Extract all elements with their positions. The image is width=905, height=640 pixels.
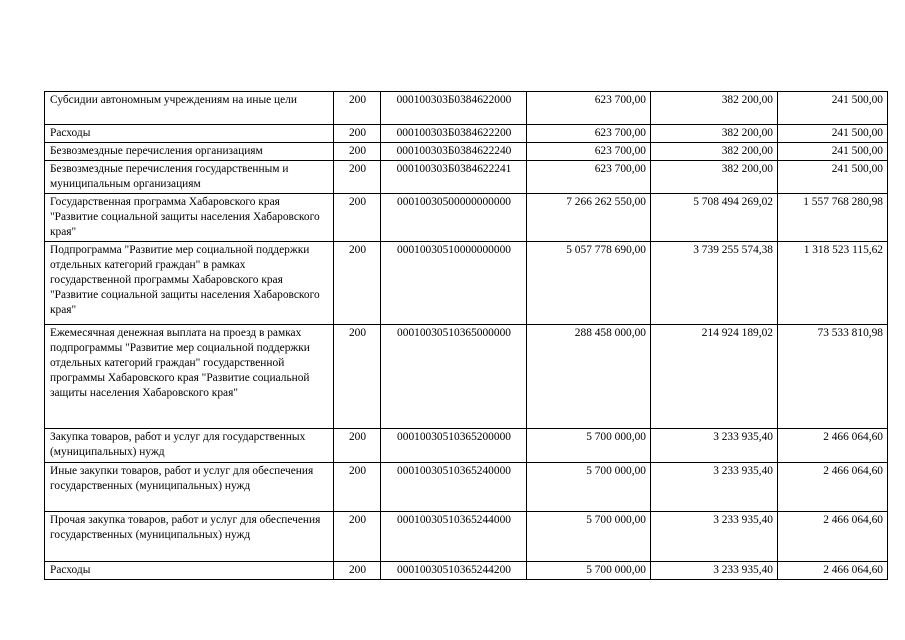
row-kbk: 000100303Б0384622000 — [381, 92, 527, 125]
table-row — [45, 463, 888, 512]
row-approved: 623 700,00 — [527, 125, 651, 143]
budget-execution-table — [44, 91, 888, 580]
row-name: Безвозмездные перечисления организациям — [45, 143, 334, 161]
row-name: Подпрограмма "Развитие мер социальной поддержки отдельных категорий граждан" в рамках государственной программы Хабаровского края "Развитие социальной защиты населения Хабаровского края" — [45, 242, 334, 325]
row-approved: 5 700 000,00 — [527, 562, 651, 580]
row-executed: 214 924 189,02 — [651, 325, 778, 429]
row-approved: 623 700,00 — [527, 161, 651, 194]
row-code: 200 — [334, 512, 381, 562]
table-row — [45, 143, 888, 161]
row-name: Субсидии автономным учреждениям на иные цели — [45, 92, 334, 125]
row-kbk: 00010030510000000000 — [381, 242, 527, 325]
row-code: 200 — [334, 242, 381, 325]
row-code: 200 — [334, 161, 381, 194]
row-kbk: 000100303Б0384622200 — [381, 125, 527, 143]
row-executed: 382 200,00 — [651, 143, 778, 161]
row-executed: 382 200,00 — [651, 161, 778, 194]
row-remaining: 241 500,00 — [778, 92, 888, 125]
row-remaining: 1 557 768 280,98 — [778, 194, 888, 242]
row-name: Иные закупки товаров, работ и услуг для обеспечения государственных (муниципальных) нужд — [45, 463, 334, 512]
row-executed: 3 233 935,40 — [651, 512, 778, 562]
row-kbk: 00010030510365000000 — [381, 325, 527, 429]
row-approved: 5 057 778 690,00 — [527, 242, 651, 325]
row-remaining: 1 318 523 115,62 — [778, 242, 888, 325]
row-approved: 623 700,00 — [527, 143, 651, 161]
row-remaining: 2 466 064,60 — [778, 429, 888, 463]
row-name: Закупка товаров, работ и услуг для государственных (муниципальных) нужд — [45, 429, 334, 463]
row-remaining: 241 500,00 — [778, 125, 888, 143]
row-code: 200 — [334, 92, 381, 125]
row-remaining: 2 466 064,60 — [778, 512, 888, 562]
row-kbk: 00010030510365200000 — [381, 429, 527, 463]
row-code: 200 — [334, 194, 381, 242]
row-kbk: 000100303Б0384622241 — [381, 161, 527, 194]
row-remaining: 241 500,00 — [778, 143, 888, 161]
row-name: Расходы — [45, 562, 334, 580]
row-kbk: 000100303Б0384622240 — [381, 143, 527, 161]
row-approved: 5 700 000,00 — [527, 463, 651, 512]
row-name: Расходы — [45, 125, 334, 143]
row-executed: 382 200,00 — [651, 92, 778, 125]
row-code: 200 — [334, 325, 381, 429]
row-kbk: 00010030510365244200 — [381, 562, 527, 580]
row-approved: 5 700 000,00 — [527, 512, 651, 562]
row-remaining: 2 466 064,60 — [778, 562, 888, 580]
row-remaining: 2 466 064,60 — [778, 463, 888, 512]
row-code: 200 — [334, 143, 381, 161]
row-kbk: 00010030500000000000 — [381, 194, 527, 242]
row-code: 200 — [334, 463, 381, 512]
row-name: Прочая закупка товаров, работ и услуг для обеспечения государственных (муниципальных) нужд — [45, 512, 334, 562]
table-row — [45, 512, 888, 562]
table-row — [45, 194, 888, 242]
row-executed: 3 233 935,40 — [651, 429, 778, 463]
row-kbk: 00010030510365240000 — [381, 463, 527, 512]
row-executed: 3 739 255 574,38 — [651, 242, 778, 325]
table-row — [45, 242, 888, 325]
row-kbk: 00010030510365244000 — [381, 512, 527, 562]
table-row — [45, 161, 888, 194]
table-row — [45, 125, 888, 143]
row-code: 200 — [334, 125, 381, 143]
row-executed: 5 708 494 269,02 — [651, 194, 778, 242]
row-executed: 3 233 935,40 — [651, 463, 778, 512]
row-executed: 3 233 935,40 — [651, 562, 778, 580]
row-code: 200 — [334, 429, 381, 463]
table-row — [45, 562, 888, 580]
row-approved: 5 700 000,00 — [527, 429, 651, 463]
table-row — [45, 429, 888, 463]
table-row — [45, 92, 888, 125]
row-remaining: 241 500,00 — [778, 161, 888, 194]
table-row — [45, 325, 888, 429]
row-remaining: 73 533 810,98 — [778, 325, 888, 429]
row-name: Государственная программа Хабаровского края "Развитие социальной защиты населения Хабаровского края" — [45, 194, 334, 242]
row-name: Ежемесячная денежная выплата на проезд в рамках подпрограммы "Развитие мер социальной поддержки отдельных категорий граждан" государственной программы Хабаровского края "Развитие социальной защиты населения Хабаровского края" — [45, 325, 334, 429]
row-approved: 623 700,00 — [527, 92, 651, 125]
row-executed: 382 200,00 — [651, 125, 778, 143]
row-approved: 7 266 262 550,00 — [527, 194, 651, 242]
row-code: 200 — [334, 562, 381, 580]
row-name: Безвозмездные перечисления государственным и муниципальным организациям — [45, 161, 334, 194]
row-approved: 288 458 000,00 — [527, 325, 651, 429]
